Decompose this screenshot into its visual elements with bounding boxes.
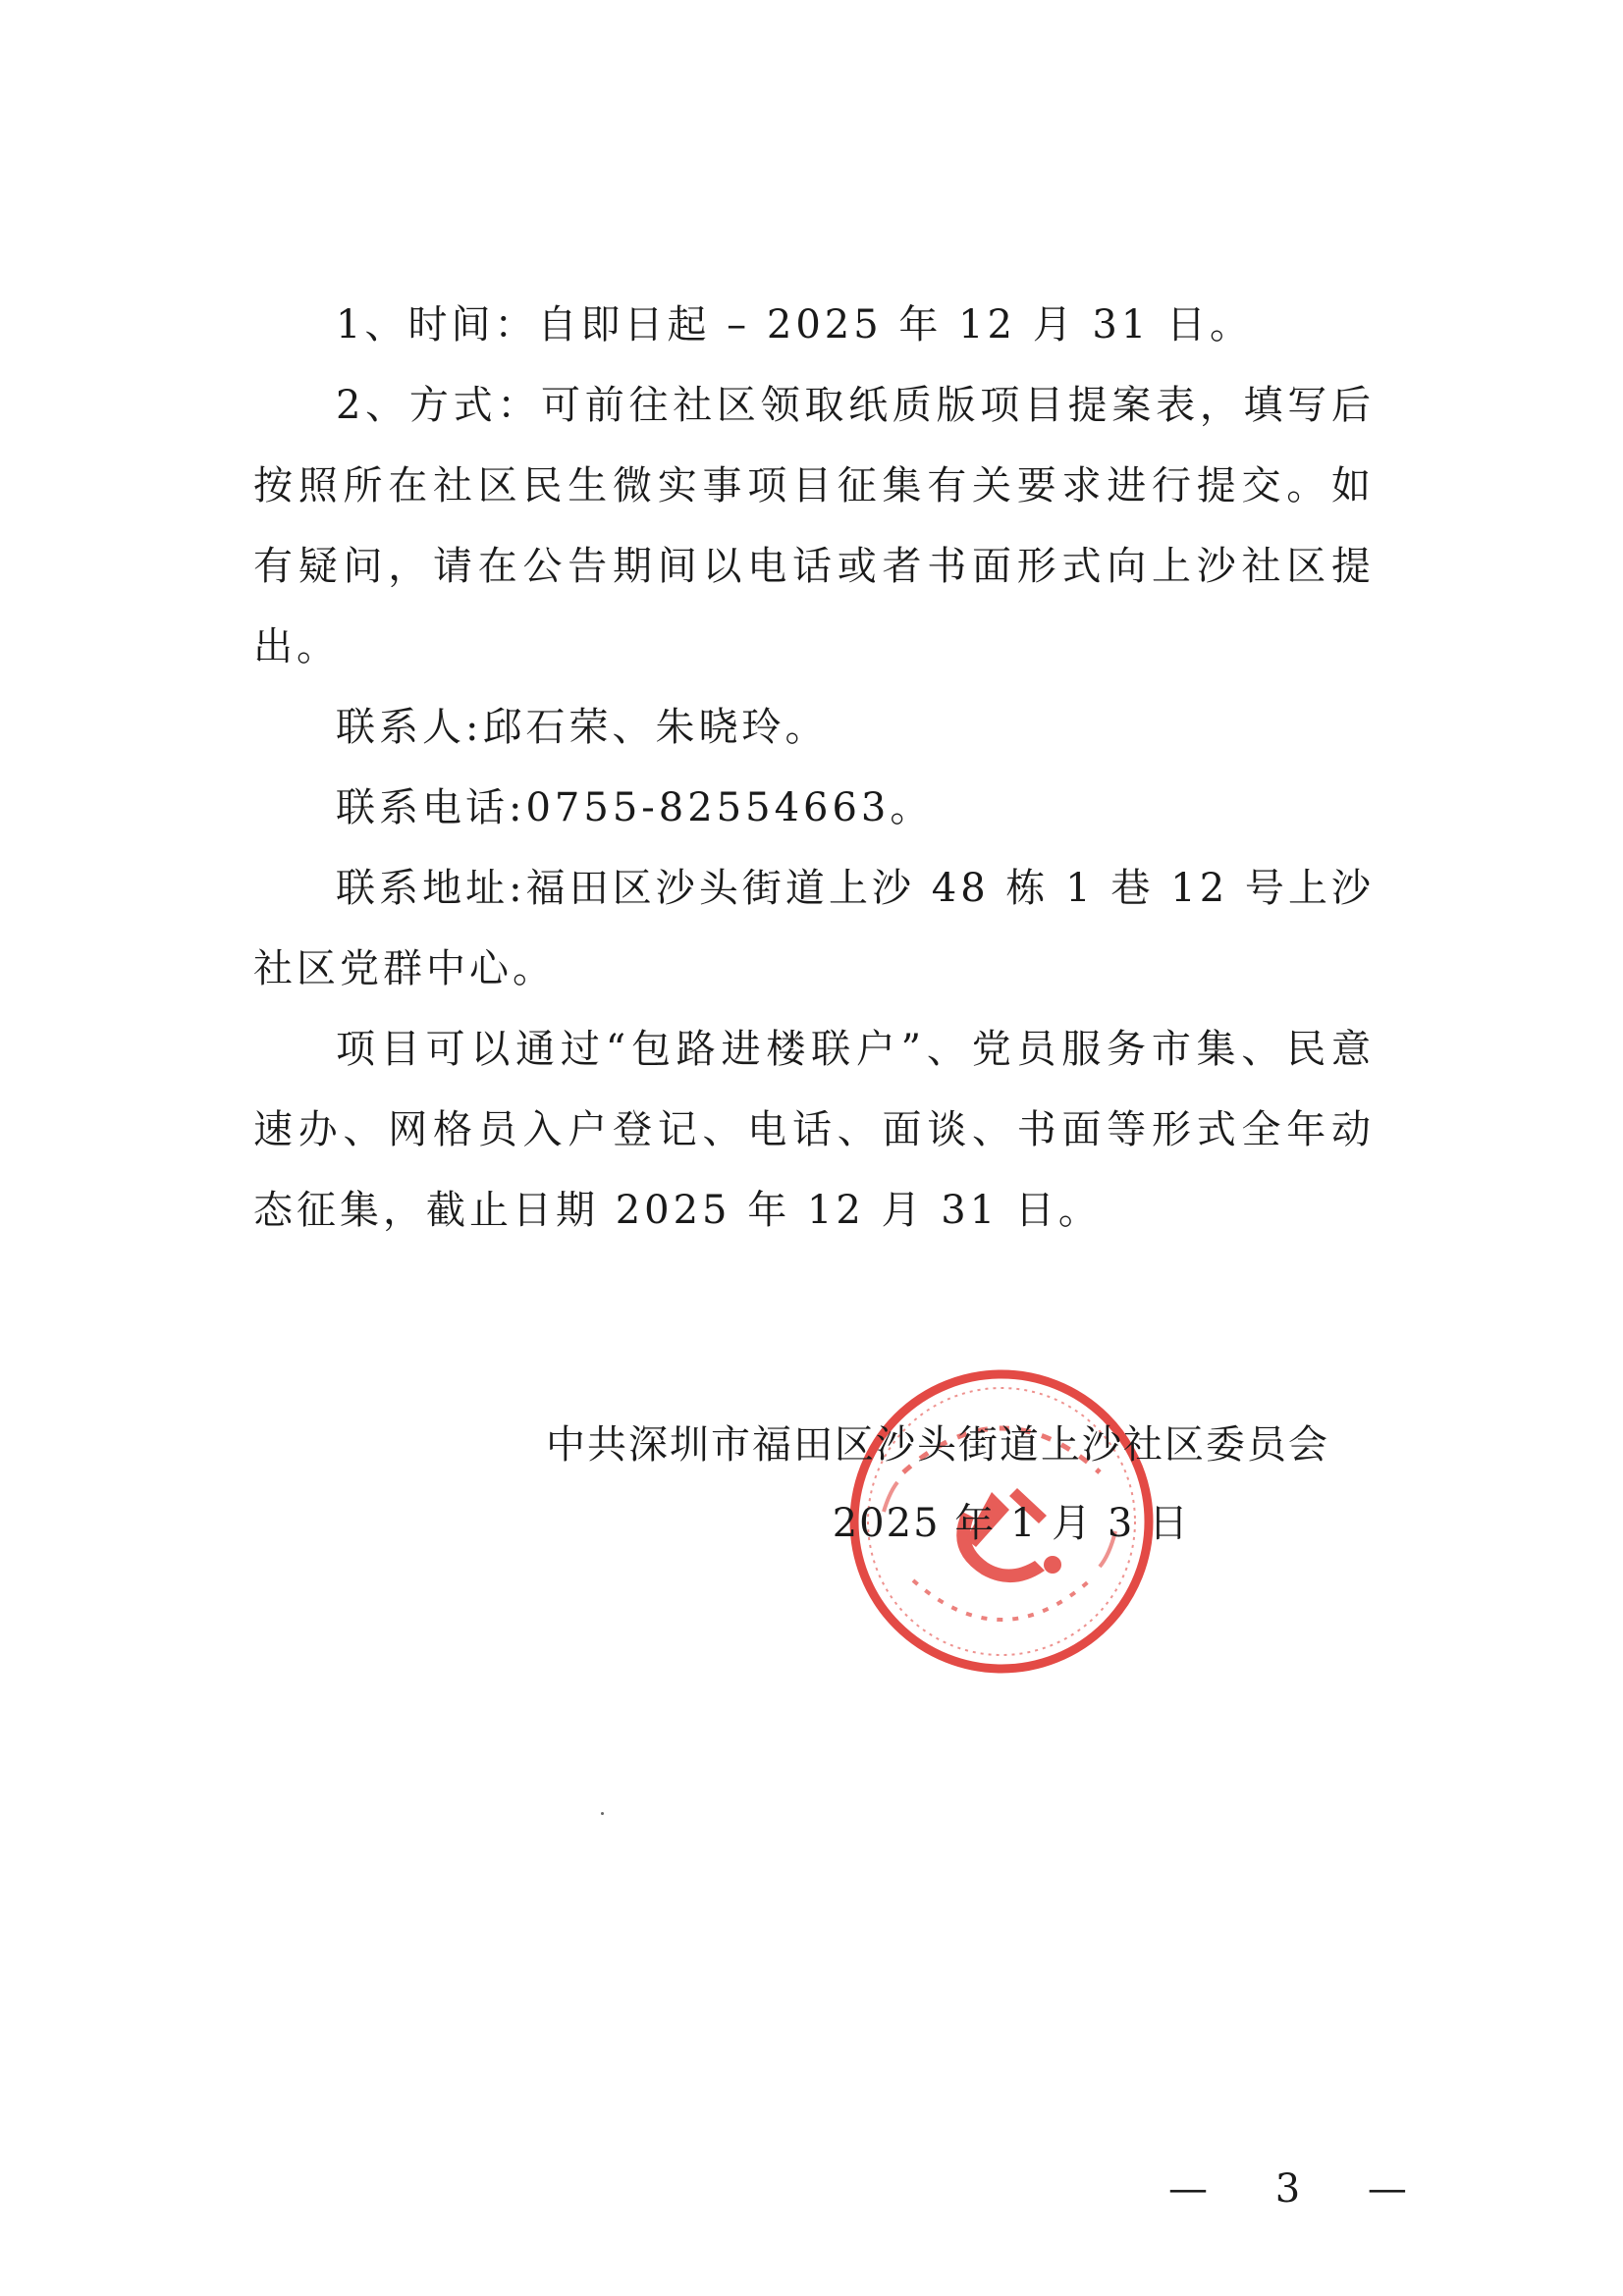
paragraph-time: 1、时间：自即日起 – 2025 年 12 月 31 日。 (336, 302, 1254, 347)
paragraph-method: 2、方式：可前往社区领取纸质版项目提案表，填写后按照所在社区民生微实事项目征集有关要求进行提交。如有疑问，请在公告期间以电话或者书面形式向上沙社区提出。 (253, 383, 1375, 669)
page-number: — 3 — (1168, 2166, 1434, 2212)
paragraph-collection: 项目可以通过“包路进楼联户”、党员服务市集、民意速办、网格员入户登记、电话、面谈、书面等形式全年动态征集，截止日期 2025 年 12 月 31 日。 (253, 1027, 1375, 1233)
speck-mark (601, 1812, 604, 1815)
paragraph-contact-address: 联系地址:福田区沙头街道上沙 48 栋 1 巷 12 号上沙社区党群中心。 (253, 866, 1375, 991)
signing-date: 2025 年 1 月 3 日 (832, 1501, 1190, 1546)
signature-block (546, 1406, 1355, 1700)
paragraph-contact-person: 联系人:邱石荣、朱晓玲。 (336, 705, 829, 750)
paragraph-contact-phone: 联系电话:0755-82554663。 (336, 785, 934, 830)
document-body (253, 285, 1375, 1251)
signing-organization: 中共深圳市福田区沙头街道上沙社区委员会 (546, 1422, 1329, 1468)
